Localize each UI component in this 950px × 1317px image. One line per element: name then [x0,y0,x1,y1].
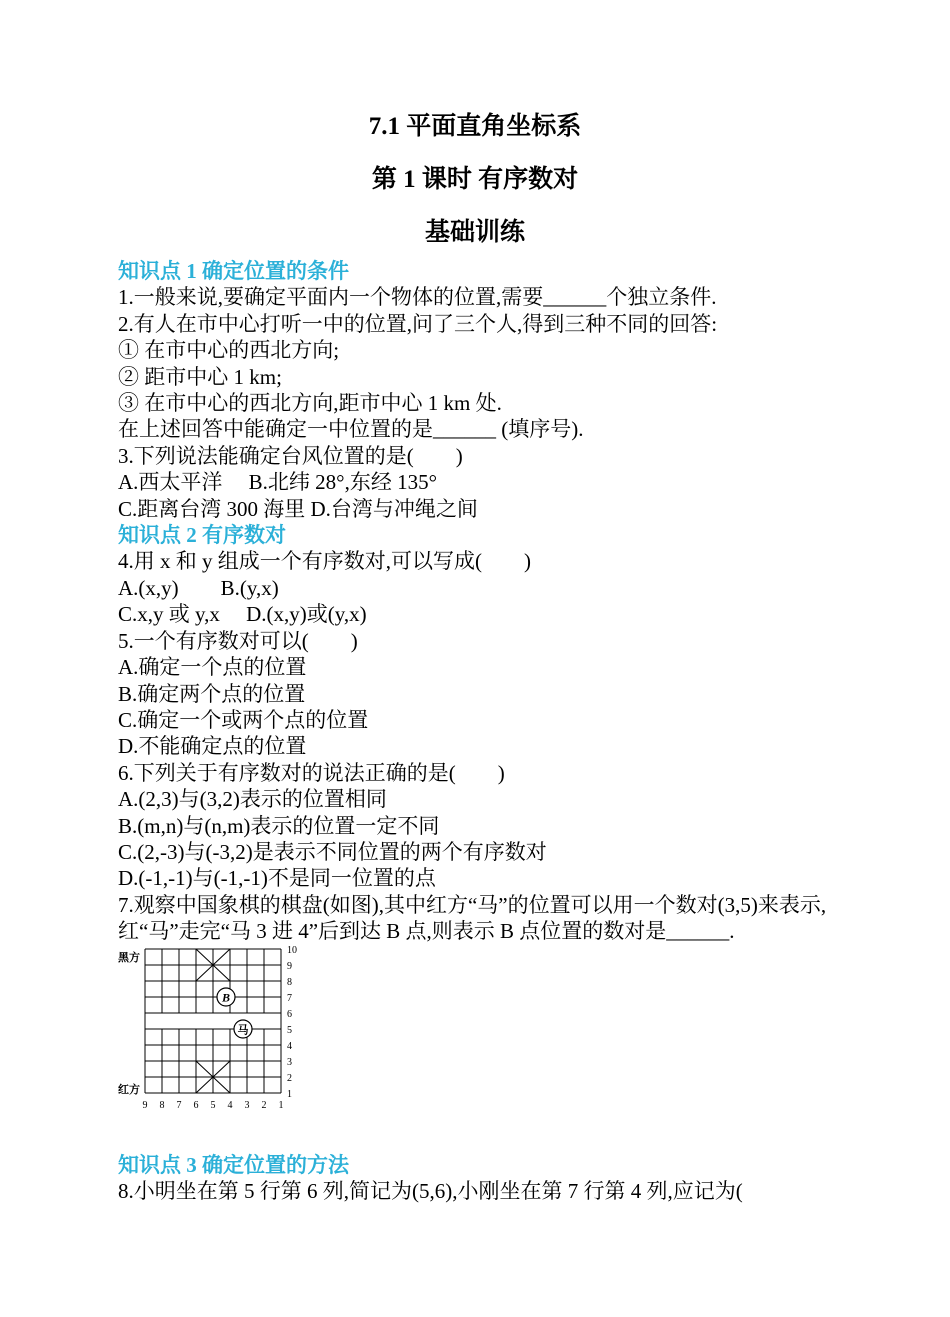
point-b-label: B [221,990,231,1005]
row-label: 4 [287,1040,292,1052]
row-label: 5 [287,1024,292,1036]
question-4-options-cd: C.x,y 或 y,x D.(x,y)或(y,x) [118,602,367,627]
question-6: 6.下列关于有序数对的说法正确的是( ) [118,760,505,785]
knowledge-point-3-heading: 知识点 3 确定位置的方法 [118,1152,349,1177]
column-label: 8 [159,1099,165,1111]
question-2-answer-3: ③ 在市中心的西北方向,距市中心 1 km 处. [118,391,502,416]
question-3: 3.下列说法能确定台风位置的是( ) [118,443,463,468]
column-label: 4 [227,1099,233,1111]
question-5: 5.一个有序数对可以( ) [118,628,358,653]
row-label: 3 [287,1056,292,1068]
chess-board-figure [118,945,838,1152]
column-label: 2 [261,1099,267,1111]
question-3-options-ab: A.西太平洋 B.北纬 28°,东经 135° [118,470,437,495]
question-2-answer-1: ① 在市中心的西北方向; [118,338,340,363]
question-1: 1.一般来说,要确定平面内一个物体的位置,需要______个独立条件. [118,285,717,310]
column-labels [143,1100,284,1111]
row-label: 9 [287,960,292,972]
row-labels [287,945,297,1100]
question-4-options-ab: A.(x,y) B.(y,x) [118,575,279,600]
chess-board [118,945,318,1152]
column-label: 1 [278,1099,284,1111]
board-grid [145,949,281,1093]
question-6-option-b: B.(m,n)与(n,m)表示的位置一定不同 [118,813,440,838]
question-5-option-a: A.确定一个点的位置 [118,655,307,680]
column-label: 3 [244,1099,250,1111]
row-label: 8 [287,976,292,988]
row-label: 6 [287,1008,292,1020]
question-2-prompt: 在上述回答中能确定一中位置的是______ (填序号). [118,417,584,442]
point-b-marker [217,988,235,1006]
question-8: 8.小明坐在第 5 行第 6 列,简记为(5,6),小刚坐在第 7 行第 4 列,应记为( [118,1178,743,1203]
question-6-option-a: A.(2,3)与(3,2)表示的位置相同 [118,787,387,812]
horse-label: 马 [237,1024,249,1037]
row-label: 7 [287,992,292,1004]
knowledge-point-1-heading: 知识点 1 确定位置的条件 [118,259,349,283]
red-side-label: 红方 [118,1083,140,1096]
lesson-title: 第 1 课时 有序数对 [371,166,579,193]
question-2-answer-2: ② 距市中心 1 km; [118,364,282,389]
column-label: 5 [210,1099,216,1111]
question-6-option-d: D.(-1,-1)与(-1,-1)不是同一位置的点 [118,866,436,891]
question-5-option-c: C.确定一个或两个点的位置 [118,707,369,732]
question-4: 4.用 x 和 y 组成一个有序数对,可以写成( ) [118,549,531,574]
knowledge-point-2-heading: 知识点 2 有序数对 [118,523,286,548]
section-title: 7.1 平面直角坐标系 [368,113,582,140]
question-list [118,258,838,1204]
row-label: 1 [287,1088,292,1100]
question-5-option-b: B.确定两个点的位置 [118,681,306,706]
question-7: 7.观察中国象棋的棋盘(如图),其中红方“马”的位置可以用一个数对(3,5)来表示,红“马”走完“马 3 进 4”后到达 B 点,则表示 B 点位置的数对是______. [118,892,827,944]
column-label: 9 [142,1099,148,1111]
question-6-option-c: C.(2,-3)与(-3,2)是表示不同位置的两个有序数对 [118,839,547,864]
part-title: 基础训练 [424,219,525,246]
black-side-label: 黑方 [118,951,140,964]
question-3-options-cd: C.距离台湾 300 海里 D.台湾与冲绳之间 [118,496,478,521]
column-label: 7 [176,1099,182,1111]
column-label: 6 [193,1099,199,1111]
red-horse-piece [234,1020,252,1038]
question-5-option-d: D.不能确定点的位置 [118,734,307,759]
row-label: 2 [287,1072,292,1084]
row-label: 10 [287,944,297,956]
question-2: 2.有人在市中心打听一中的位置,问了三个人,得到三种不同的回答: [118,311,718,336]
